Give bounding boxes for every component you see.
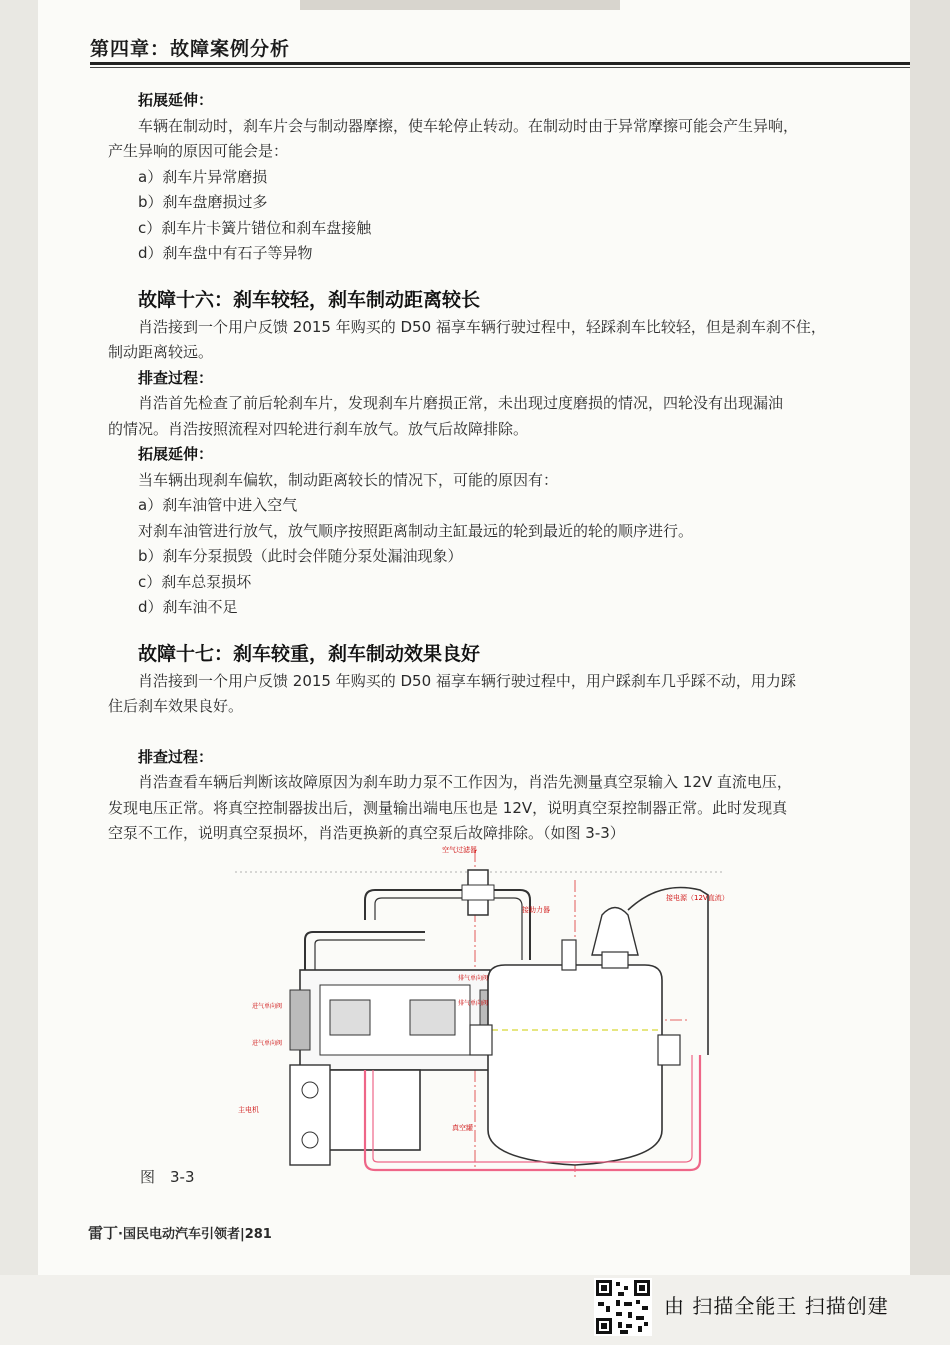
figure-caption: 图 3-3 bbox=[140, 1168, 195, 1186]
process-heading: 排查过程： bbox=[138, 747, 214, 766]
label-intake-valve-2: 进气单向阀 bbox=[252, 1040, 283, 1047]
chapter-title: 第四章：故障案例分析 bbox=[90, 38, 291, 60]
scanner-watermark: 由 扫描全能王 扫描创建 bbox=[664, 1294, 889, 1318]
qr-code-icon bbox=[594, 1278, 652, 1336]
list-item: c）刹车总泵损坏 bbox=[138, 572, 252, 591]
list-item: d）刹车盘中有石子等异物 bbox=[138, 244, 313, 262]
page-body bbox=[108, 88, 898, 847]
label-power-port: 接电源（12V直流） bbox=[666, 894, 729, 902]
scan-right-edge bbox=[910, 0, 950, 1275]
footer-brand: 雷丁 bbox=[88, 1224, 119, 1242]
paragraph-line: 住后刹车效果良好。 bbox=[108, 697, 244, 715]
paragraph-line: 车辆在制动时，刹车片会与制动器摩擦，使车轮停止转动。在制动时由于异常摩擦可能会产生异响， bbox=[138, 116, 799, 135]
paragraph-line: 空泵不工作，说明真空泵损坏，肖浩更换新的真空泵后故障排除。（如图 3-3） bbox=[108, 824, 625, 842]
list-item: d）刹车油不足 bbox=[138, 598, 238, 616]
label-booster-port: 接助力器 bbox=[522, 906, 550, 914]
label-exhaust-valve-1: 排气单向阀 bbox=[458, 975, 489, 982]
fault17-title: 故障十七：刹车较重，刹车制动效果良好 bbox=[138, 642, 481, 665]
paragraph-line: 肖浩首先检查了前后轮刹车片，发现刹车片磨损正常，未出现过度磨损的情况，四轮没有出现漏油 bbox=[138, 394, 784, 412]
footer-page-label: ·国民电动汽车引领者|281 bbox=[118, 1227, 272, 1242]
header-rule-thin bbox=[90, 67, 910, 68]
paragraph-line: 肖浩接到一个用户反馈 2015 年购买的 D50 福享车辆行驶过程中，用户踩刹车几乎踩不动，用力踩 bbox=[138, 671, 796, 690]
label-exhaust-valve-2: 排气单向阀 bbox=[458, 1000, 489, 1007]
page-footer bbox=[88, 1222, 272, 1243]
paragraph-line: 发现电压正常。将真空控制器拔出后，测量输出端电压也是 12V，说明真空泵控制器正常。此时发现真 bbox=[108, 798, 788, 817]
header-rule bbox=[90, 62, 910, 65]
list-item: b）刹车盘磨损过多 bbox=[138, 193, 268, 211]
paragraph-line: 肖浩查看车辆后判断该故障原因为刹车助力泵不工作因为，肖浩先测量真空泵输入 12V 直流电压， bbox=[138, 773, 792, 791]
label-air-filter: 空气过滤器 bbox=[442, 846, 477, 854]
paragraph-line: 的情况。肖浩按照流程对四轮进行刹车放气。放气后故障排除。 bbox=[108, 419, 529, 438]
label-vacuum-tank: 真空罐 bbox=[452, 1124, 473, 1132]
extension-heading: 拓展延伸： bbox=[138, 445, 214, 463]
paragraph-line: 制动距离较远。 bbox=[108, 343, 214, 361]
paragraph-line: 产生异响的原因可能会是： bbox=[108, 142, 289, 160]
list-item: c）刹车片卡簧片错位和刹车盘接触 bbox=[138, 218, 372, 237]
scan-left-margin bbox=[0, 0, 38, 1275]
paragraph-line: 对刹车油管进行放气，放气顺序按照距离制动主缸最远的轮到最近的轮的顺序进行。 bbox=[138, 521, 694, 540]
paragraph-line: 当车辆出现刹车偏软，制动距离较长的情况下，可能的原因有： bbox=[138, 470, 559, 489]
extension-heading: 拓展延伸： bbox=[138, 91, 214, 109]
label-motor: 主电机 bbox=[238, 1106, 259, 1114]
vacuum-pump-diagram bbox=[230, 840, 730, 1195]
scan-top-edge bbox=[300, 0, 620, 10]
label-intake-valve-1: 进气单向阀 bbox=[252, 1003, 283, 1010]
process-heading: 排查过程： bbox=[138, 368, 214, 387]
chapter-header bbox=[90, 32, 910, 68]
list-item: a）刹车片异常磨损 bbox=[138, 167, 268, 186]
list-item: b）刹车分泵损毁（此时会伴随分泵处漏油现象） bbox=[138, 547, 463, 565]
list-item: a）刹车油管中进入空气 bbox=[138, 496, 298, 514]
fault16-title: 故障十六：刹车较轻，刹车制动距离较长 bbox=[138, 288, 481, 311]
paragraph-line: 肖浩接到一个用户反馈 2015 年购买的 D50 福享车辆行驶过程中，轻踩刹车比较轻，但是刹车刹不住， bbox=[138, 317, 826, 336]
